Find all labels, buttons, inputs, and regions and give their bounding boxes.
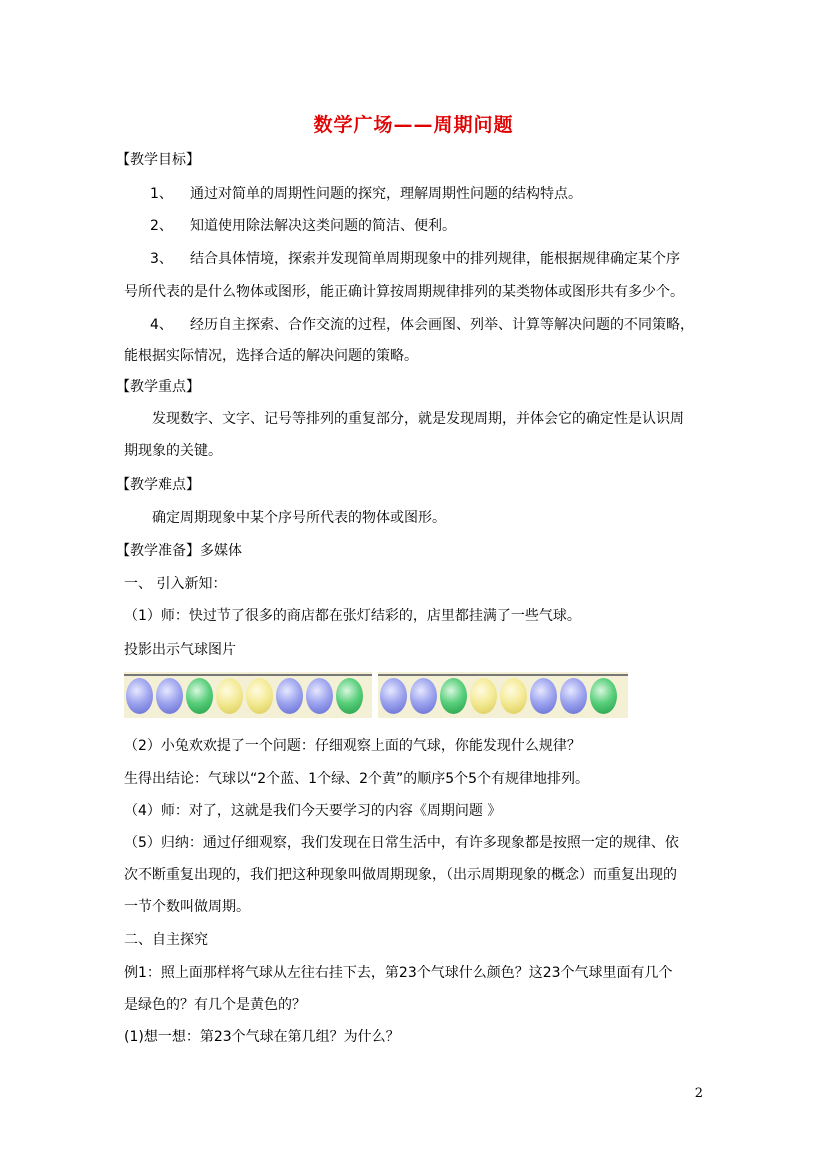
goal-number: 2、	[150, 218, 173, 234]
goal-text: 知道使用除法解决这类问题的简洁、便利。	[190, 218, 456, 234]
balloon-image-left	[124, 672, 372, 718]
s1-projection-note: 投影出示气球图片	[124, 642, 236, 658]
balloon-blue	[156, 678, 183, 714]
goal-item-3	[150, 249, 680, 269]
goal-item-2	[150, 216, 456, 236]
balloon-string	[378, 674, 628, 676]
s1-paragraph-4: （4）师：对了，这就是我们今天要学习的内容《周期问题 》	[124, 803, 502, 819]
balloon-blue	[306, 678, 333, 714]
goals-heading: 【教学目标】	[116, 152, 200, 168]
goal-text: 通过对简单的周期性问题的探究，理解周期性问题的结构特点。	[190, 186, 582, 202]
balloon-blue	[126, 678, 153, 714]
s1-paragraph-5-line-1: （5）归纳：通过仔细观察，我们发现在日常生活中，有许多现象都是按照一定的规律、依	[124, 835, 679, 851]
balloon-yellow	[500, 678, 527, 714]
balloon-yellow	[216, 678, 243, 714]
balloon-green	[186, 678, 213, 714]
key-heading: 【教学重点】	[116, 379, 200, 395]
balloon-green	[440, 678, 467, 714]
goal-item-4	[150, 315, 694, 335]
document-title: 数学广场——周期问题	[313, 114, 514, 136]
s1-paragraph-3: 生得出结论：气球以“2个蓝、1个绿、2个黄”的顺序5个5个有规律地排列。	[124, 771, 590, 787]
example-1-line-1: 例1：照上面那样将气球从左往右挂下去，第23个气球什么颜色？这23个气球里面有几个	[124, 965, 673, 981]
difficulty-heading: 【教学难点】	[116, 477, 200, 493]
balloon-green	[590, 678, 617, 714]
key-text-line-2: 期现象的关键。	[124, 443, 222, 459]
s1-paragraph-5-line-3: 一节个数叫做周期。	[124, 899, 250, 915]
s1-paragraph-2: （2）小兔欢欢提了一个问题：仔细观察上面的气球，你能发现什么规律？	[124, 738, 581, 754]
s1-paragraph-1: （1）师：快过节了很多的商店都在张灯结彩的，店里都挂满了一些气球。	[124, 608, 581, 624]
goal-item-3-continued: 号所代表的是什么物体或图形，能正确计算按周期规律排列的某类物体或图形共有多少个。	[124, 284, 684, 300]
section-1-heading: 一、 引入新知：	[124, 576, 227, 592]
page-number: 2	[694, 1086, 703, 1101]
difficulty-text: 确定周期现象中某个序号所代表的物体或图形。	[152, 510, 446, 526]
balloon-blue	[530, 678, 557, 714]
balloon-blue	[410, 678, 437, 714]
balloon-blue	[276, 678, 303, 714]
goal-text: 经历自主探索、合作交流的过程，体会画图、列举、计算等解决问题的不同策略，	[190, 317, 694, 333]
goal-item-1	[150, 184, 582, 204]
goal-item-4-continued: 能根据实际情况，选择合适的解决问题的策略。	[124, 348, 418, 364]
goal-number: 1、	[150, 186, 173, 202]
balloon-yellow	[470, 678, 497, 714]
goal-text: 结合具体情境，探索并发现简单周期现象中的排列规律，能根据规律确定某个序	[190, 251, 680, 267]
balloon-green	[336, 678, 363, 714]
balloon-blue	[560, 678, 587, 714]
goal-number: 4、	[150, 317, 173, 333]
key-text-line-1: 发现数字、文字、记号等排列的重复部分，就是发现周期，并体会它的确定性是认识周	[152, 411, 684, 427]
s1-paragraph-5-line-2: 次不断重复出现的，我们把这种现象叫做周期现象，（出示周期现象的概念）而重复出现的	[124, 867, 677, 883]
example-1-question-1: (1)想一想：第23个气球在第几组？为什么？	[124, 1029, 400, 1045]
balloon-string	[124, 674, 372, 676]
goal-number: 3、	[150, 251, 173, 267]
balloon-image-right	[378, 672, 628, 718]
balloon-blue	[380, 678, 407, 714]
example-1-line-2: 是绿色的？有几个是黄色的？	[124, 997, 306, 1013]
section-2-heading: 二、自主探究	[124, 932, 208, 948]
balloon-yellow	[246, 678, 273, 714]
prep-line: 【教学准备】多媒体	[116, 543, 242, 559]
